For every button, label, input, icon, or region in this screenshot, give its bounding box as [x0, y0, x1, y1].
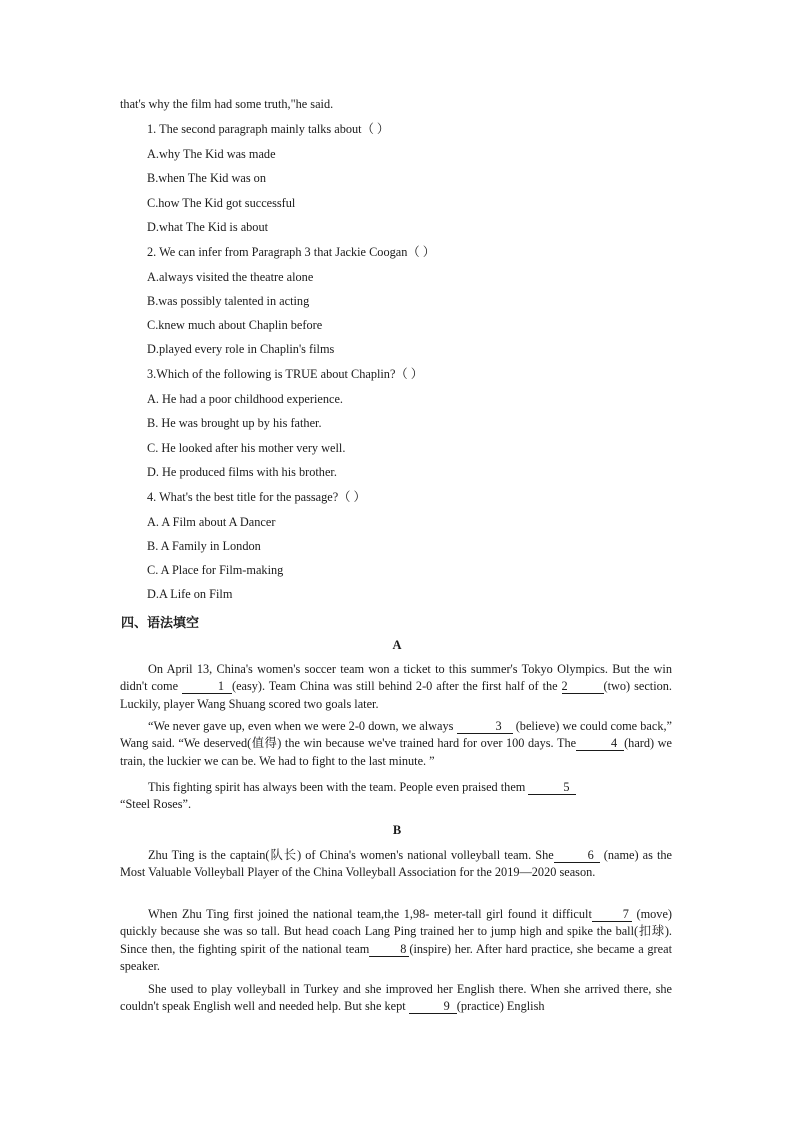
text: (move) quickly because she was so tall. But head coach Lang Ping trained her to jump high and spike the ball(扣球). Since then, the fighting spirit of the national team	[120, 907, 672, 956]
text: “We never gave up, even when we were 2-0 down, we always	[148, 719, 454, 733]
text: Zhu Ting is the captain(队长) of China's women's national volleyball team. She	[148, 848, 554, 862]
question-1-option-a: A.why The Kid was made	[147, 147, 276, 161]
part-b-paragraph-1	[120, 847, 672, 882]
question-4-option-a: A. A Film about A Dancer	[147, 515, 276, 529]
blank-4[interactable]: 4	[576, 737, 624, 751]
question-1-stem: 1. The second paragraph mainly talks about（ ）	[147, 122, 390, 136]
question-2-stem: 2. We can infer from Paragraph 3 that Jackie Coogan（ ）	[147, 245, 436, 259]
question-1-option-d: D.what The Kid is about	[147, 220, 269, 234]
blank-9[interactable]: 9	[409, 1000, 457, 1014]
text: (two) section. Luckily, player Wang Shuang scored two goals later.	[120, 679, 672, 711]
text: When Zhu Ting first joined the national team,the 1,98- meter-tall girl found it difficult	[148, 907, 592, 921]
text: This fighting spirit has always been with the team. People even praised them	[148, 780, 526, 794]
text: She used to play volleyball in Turkey and she improved her English there. When she arrived there, she couldn't speak English well and needed help. But she kept	[120, 982, 672, 1014]
intro-line: that's why the film had some truth,"he said.	[120, 97, 334, 111]
text: (hard) we train, the luckier we can be. We had to fight to the last minute. ”	[120, 736, 673, 768]
part-a-paragraph-1	[120, 661, 672, 713]
part-a-paragraph-2	[120, 718, 672, 770]
question-1-option-b: B.when The Kid was on	[147, 171, 266, 185]
question-3-option-a: A. He had a poor childhood experience.	[147, 392, 343, 406]
text: (practice) English	[456, 999, 545, 1014]
text: “Steel Roses”.	[120, 797, 192, 812]
question-2-option-d: D.played every role in Chaplin's films	[147, 342, 335, 356]
blank-8[interactable]: 8	[369, 943, 409, 957]
question-2-option-b: B.was possibly talented in acting	[147, 294, 310, 308]
question-1-option-c: C.how The Kid got successful	[147, 196, 296, 210]
question-3-stem: 3.Which of the following is TRUE about Chaplin?（ ）	[147, 367, 424, 381]
blank-3[interactable]: 3	[457, 720, 513, 734]
blank-1[interactable]: 1	[182, 680, 232, 694]
question-4-stem: 4. What's the best title for the passage?（ ）	[147, 490, 366, 504]
part-b-paragraph-2	[120, 906, 672, 975]
part-b-label: B	[392, 823, 402, 837]
question-2-option-c: C.knew much about Chaplin before	[147, 318, 323, 332]
text: (easy). Team China was still behind 2-0 after the first half of the	[231, 679, 558, 694]
text: On April 13, China's women's soccer team won a ticket to this summer's Tokyo Olympics. But the win didn't come	[120, 662, 672, 694]
question-3-option-d: D. He produced films with his brother.	[147, 465, 337, 479]
question-3-option-c: C. He looked after his mother very well.	[147, 441, 346, 455]
text: (believe) we could come back,” Wang said. “We deserved(值得) the win because we've trained hard for over 100 days. The	[120, 719, 673, 751]
question-2-option-a: A.always visited the theatre alone	[147, 270, 314, 284]
blank-2[interactable]: 2	[562, 680, 604, 694]
blank-7[interactable]: 7	[592, 908, 632, 922]
question-4-option-d: D.A Life on Film	[147, 587, 233, 601]
section-heading: 四、语法填空	[121, 616, 200, 631]
blank-6[interactable]: 6	[554, 849, 600, 863]
blank-5[interactable]: 5	[528, 781, 576, 795]
question-4-option-b: B. A Family in London	[147, 539, 261, 553]
text: (inspire) her. After hard practice, she became a great speaker.	[120, 941, 672, 973]
part-a-paragraph-3	[120, 779, 672, 814]
text: (name) as the Most Valuable Volleyball Player of the China Volleyball Association for the 2019—2020 season.	[120, 848, 673, 880]
part-b-paragraph-3	[120, 981, 672, 1016]
part-a-label: A	[392, 638, 402, 652]
question-3-option-b: B. He was brought up by his father.	[147, 416, 322, 430]
question-4-option-c: C. A Place for Film-making	[147, 563, 284, 577]
